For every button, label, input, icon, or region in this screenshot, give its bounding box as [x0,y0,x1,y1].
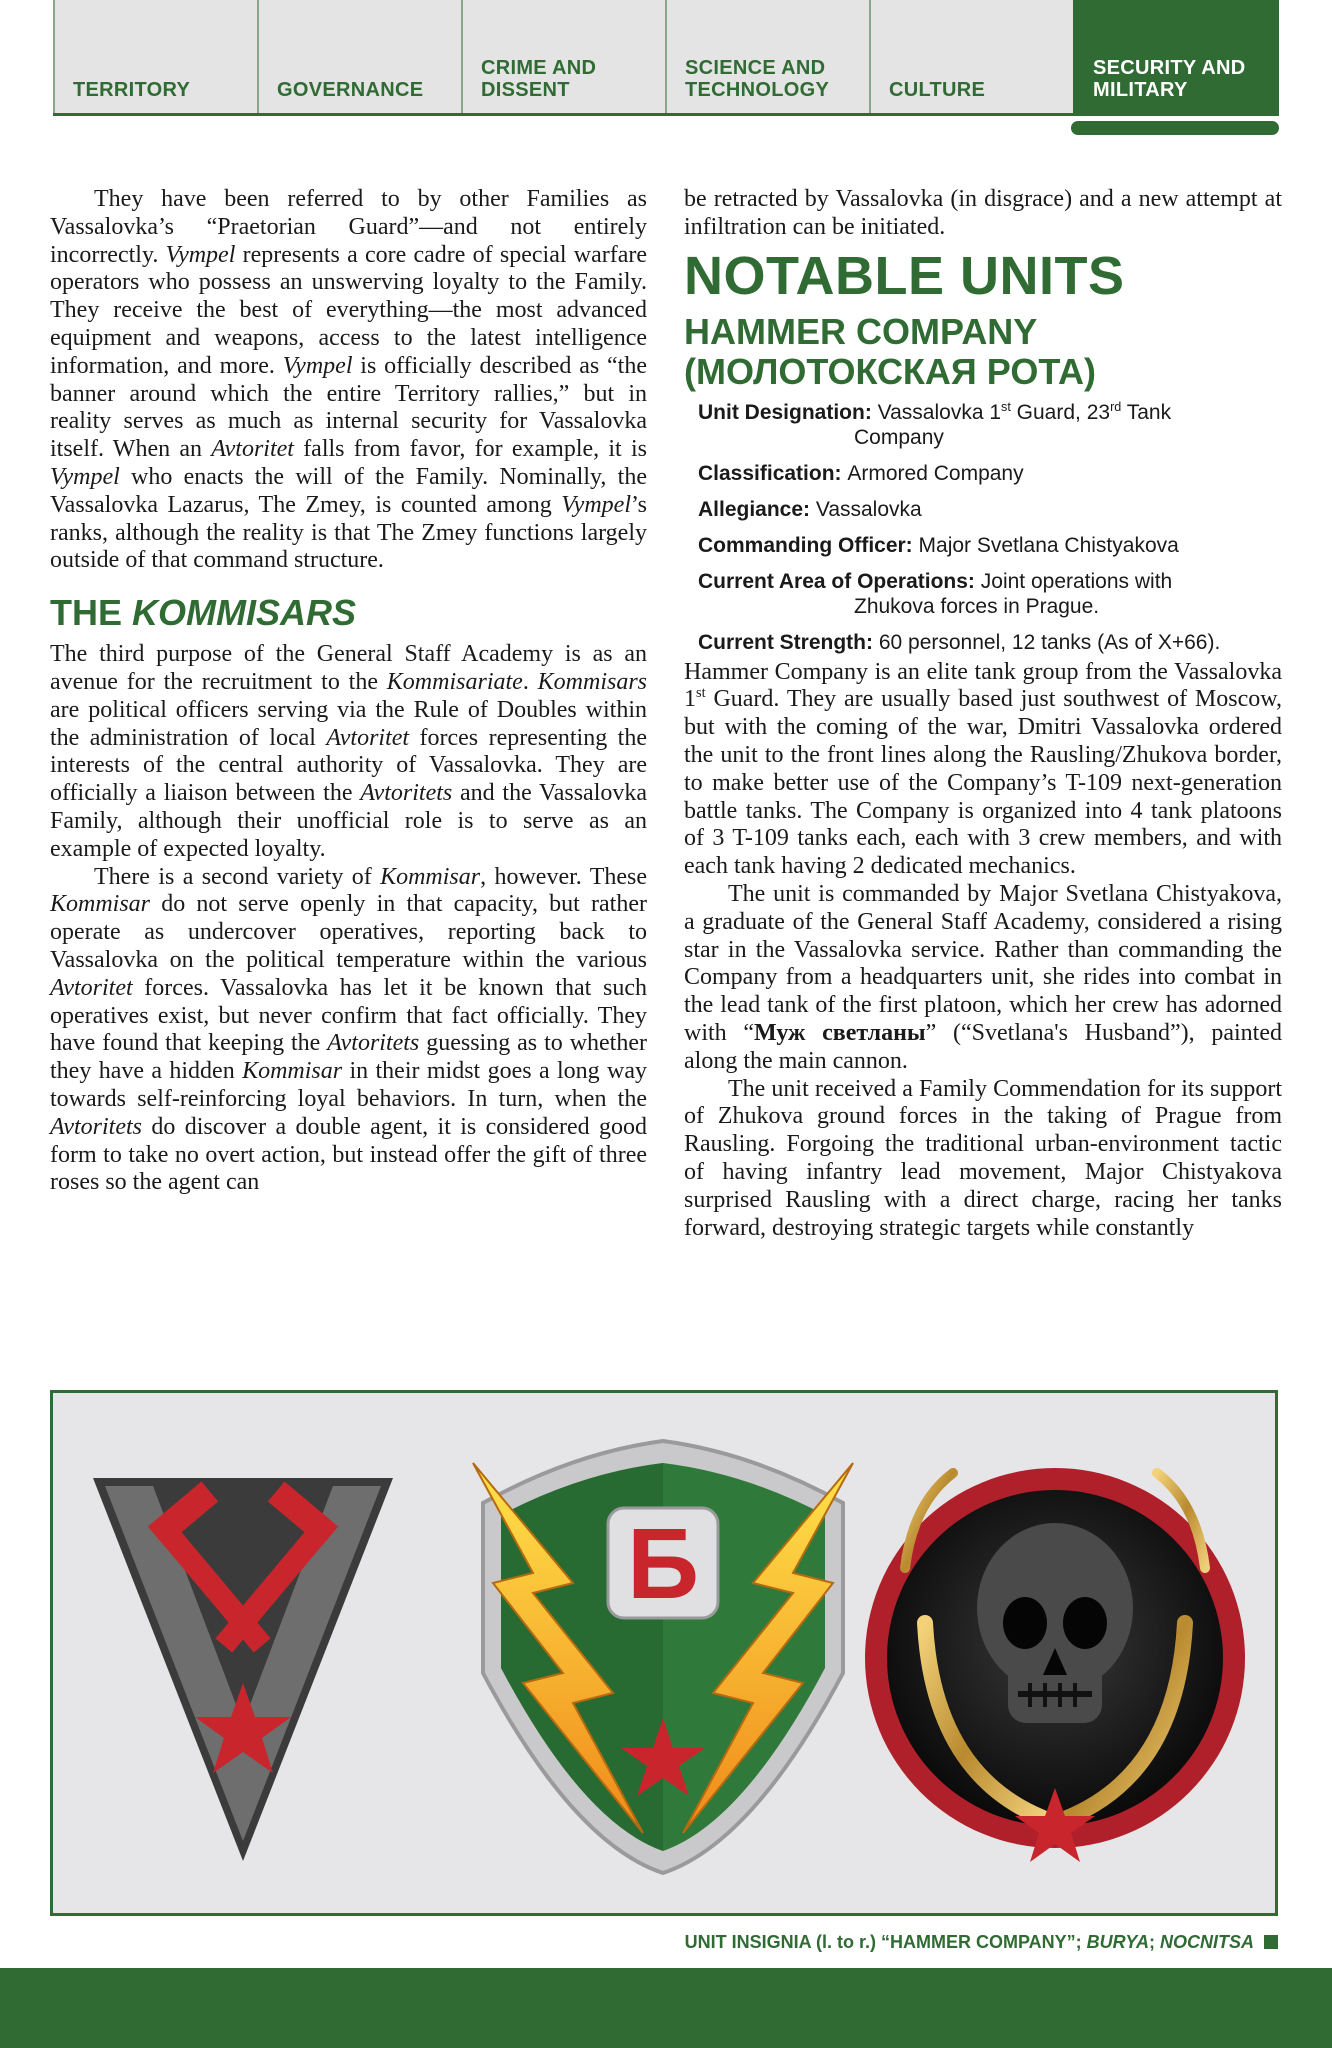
insignia-caption: UNIT INSIGNIA (l. to r.) “HAMMER COMPANY”; BURYA; NOCNITSA [50,1932,1278,1953]
hammer-company-insignia [93,1478,393,1861]
active-tab-indicator [1071,121,1279,135]
nocnitsa-insignia [865,1468,1245,1862]
tab-label: SCIENCE AND TECHNOLOGY [685,57,830,101]
unit-title: HAMMER COMPANY (МОЛОТОКСКАЯ РОТА) [684,310,1097,392]
tab-governance[interactable] [257,0,461,113]
heading-notable-units: NOTABLE UNITS [684,245,1125,306]
tab-crime-and-dissent[interactable] [461,0,665,113]
paragraph-hammer-3: The unit received a Family Commendation for its support of Zhukova ground forces in the taking of Prague from Rausling. Forgoing the traditional urban-environment tactic of having infantry lead movement, Major Chistyakova surprised Rausling with a direct charge, racing her tanks forward, destroying strategic targets while constantly [684,1075,1282,1241]
badge-letter: Б [627,1508,699,1620]
paragraph-continuation: be retracted by Vassalovka (in disgrace) and a new attempt at infiltration can be initiated. [684,186,1282,240]
tab-science-and-technology[interactable] [665,0,869,113]
stat-unit-designation: Unit Designation: Vassalovka 1st Guard, 23rd Tank Company [698,399,1172,449]
stat-current-strength: Current Strength: 60 personnel, 12 tanks (As of X+66). [698,630,1221,654]
tab-security-and-military[interactable] [1073,0,1279,113]
stat-classification: Classification: Armored Company [698,461,1024,485]
tab-territory[interactable] [53,0,257,113]
tab-label: TERRITORY [73,79,191,101]
tab-label: GOVERNANCE [277,79,424,101]
stat-area-of-operations: Current Area of Operations: Joint operations with Zhukova forces in Prague. [698,569,1173,618]
insignia-panel [50,1390,1278,1916]
paragraph-kommisars-1: The third purpose of the General Staff Academy is as an avenue for the recruitment to the Kommisariate. Kommisars are political officers serving via the Rule of Doubles within the administration of local Avtoritet forces representing the interests of the central authority of Vassalovka. They are officially a liaison between the Avtoritets and the Vassalovka Family, although their unofficial role is to serve as an example of expected loyalty. [50,641,648,862]
tab-label: SECURITY AND MILITARY [1093,57,1246,101]
footer-bar [0,1968,1332,2048]
heading-kommisars: THE KOMMISARS [50,592,357,634]
stat-allegiance: Allegiance: Vassalovka [698,497,922,521]
right-column [684,186,1282,1242]
paragraph-hammer-1: Hammer Company is an elite tank group from the Vassalovka 1st Guard. They are usually based just southwest of Moscow, but with the coming of the war, Dmitri Vassalovka ordered the unit to the front lines along the Rausling/Zhukova border, to make better use of the Company’s T-109 next-generation battle tanks. The Company is organized into 4 tank platoons of 3 T-109 tanks each, each with 3 crew members, and with each tank having 2 dedicated mechanics. [684,658,1282,880]
caption-square-icon [1264,1935,1278,1949]
tab-label: CRIME AND DISSENT [481,57,597,101]
paragraph-vympel: They have been referred to by other Families as Vassalovka’s “Praetorian Guard”—and not entirely incorrectly. Vympel represents a core cadre of special warfare operators who possess an unswerving loyalty to the Family. They receive the best of everything—the most advanced equipment and weapons, access to the latest intelligence information, and more. Vympel is officially described as “the banner around which the entire Territory rallies,” but in reality serves as much as internal security for Vassalovka itself. When an Avtoritet falls from favor, for example, it is Vympel who enacts the will of the Family. Nominally, the Vassalovka Lazarus, The Zmey, is counted among Vympel’s ranks, although the reality is that The Zmey functions largely outside of that command structure. [50,186,647,574]
paragraph-hammer-2: The unit is commanded by Major Svetlana Chistyakova, a graduate of the General Staff Academy, considered a rising star in the Vassalovka service. Rather than commanding the Company from a headquarters unit, she rides into combat in the lead tank of the first platoon, which her crew has adorned with “Муж светланы” (“Svetlana's Husband”), painted along the main cannon. [684,880,1282,1074]
paragraph-kommisars-2: There is a second variety of Kommisar, however. These Kommisar do not serve openly in that capacity, but rather operate as undercover operatives, reporting back to Vassalovka on the political temperature within the various Avtoritet forces. Vassalovka has let it be known that such operatives exist, but never confirm that fact officially. They have found that keeping the Avtoritets guessing as to whether they have a hidden Kommisar in their midst goes a long way towards self-reinforcing loyal behaviors. In turn, when the Avtoritets do discover a double agent, it is considered good form to take no overt action, but instead offer the gift of three roses so the agent can [50,863,647,1196]
section-tabs [53,0,1279,116]
tab-label: CULTURE [889,79,986,101]
stat-commanding-officer: Commanding Officer: Major Svetlana Chistyakova [698,533,1179,557]
tab-culture[interactable] [869,0,1073,113]
burya-insignia [473,1441,853,1873]
left-column [50,186,647,1197]
insignia-artwork [53,1393,1275,1913]
